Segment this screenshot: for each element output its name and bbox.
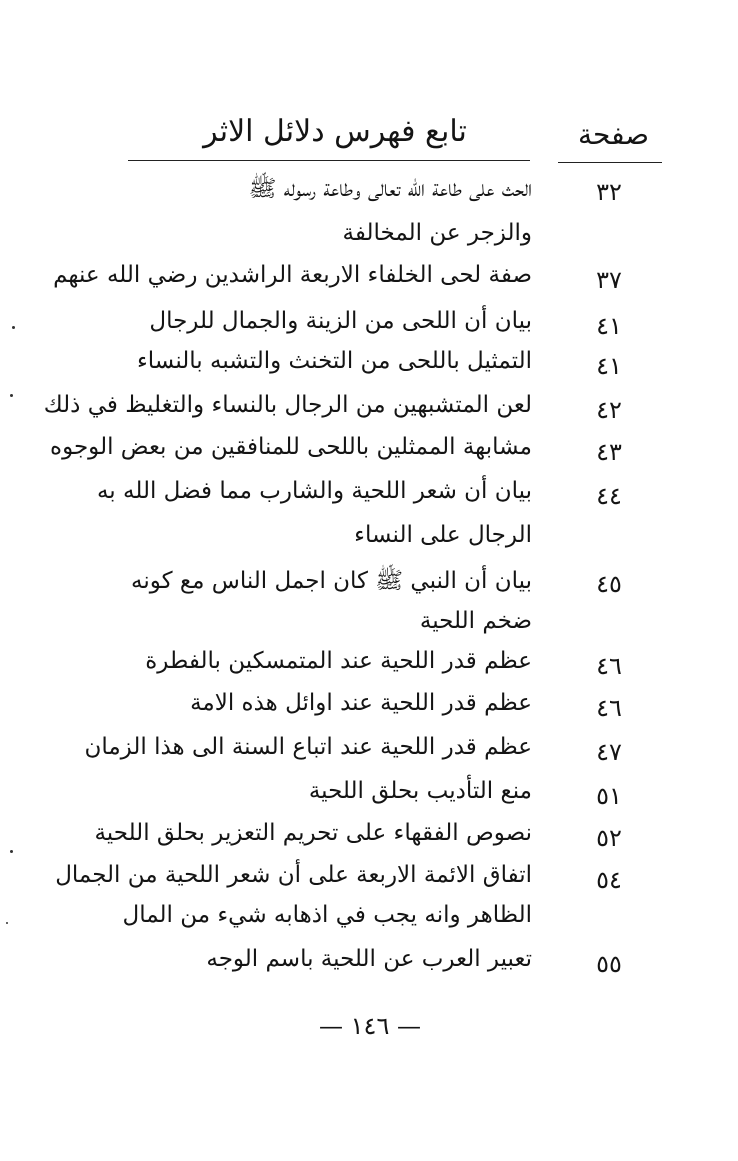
toc-entry-text: صفة لحى الخلفاء الاربعة الراشدين رضي الله عنهم [53, 262, 532, 288]
toc-page-number: ٤١ [596, 352, 622, 380]
scan-speck [10, 850, 13, 853]
toc-page-number: ٥١ [596, 782, 622, 810]
toc-entry-text: التمثيل باللحى من التخنث والتشبه بالنساء [136, 348, 532, 374]
toc-entry-text: بيان أن شعر اللحية والشارب مما فضل الله به [96, 478, 532, 504]
toc-entry-text: منع التأديب بحلق اللحية [308, 778, 532, 804]
scan-speck [10, 394, 13, 397]
toc-page-number: ٤٢ [596, 396, 622, 424]
page-header [0, 108, 738, 158]
toc-entry-text: لعن المتشبهين من الرجال بالنساء والتغليظ في ذلك [43, 392, 532, 418]
page-column-label: صفحة [578, 118, 650, 151]
toc-entry-text-continued: والزجر عن المخالفة [342, 220, 532, 246]
toc-page-number: ٣٧ [596, 266, 622, 294]
toc-page-number: ٤٣ [596, 438, 622, 466]
scan-speck [12, 326, 15, 329]
toc-page-number: ٥٢ [596, 824, 622, 852]
toc-page-number: ٤٤ [596, 482, 622, 510]
toc-page-number: ٤١ [596, 312, 622, 340]
toc-entry-text: الحث على طاعة الله تعالى وطاعة رسوله ﷺ [248, 176, 532, 202]
toc-entry-text-continued: ضخم اللحية [419, 608, 532, 634]
toc-page-number: ٣٢ [596, 178, 622, 206]
toc-page-number: ٤٧ [596, 738, 622, 766]
toc-entry-text: عظم قدر اللحية عند اتباع السنة الى هذا الزمان [84, 734, 532, 760]
toc-entry-text: نصوص الفقهاء على تحريم التعزير بحلق اللحية [94, 820, 532, 846]
toc-entry-text: عظم قدر اللحية عند المتمسكين بالفطرة [145, 648, 532, 674]
column-underline [558, 162, 662, 163]
toc-page-number: ٥٤ [596, 866, 622, 894]
toc-page-number: ٤٥ [596, 570, 622, 598]
scan-speck [6, 922, 8, 924]
toc-entry-text: بيان أن اللحى من الزينة والجمال للرجال [149, 308, 532, 334]
toc-page-number: ٥٥ [596, 950, 622, 978]
toc-entry-text: اتفاق الائمة الاربعة على أن شعر اللحية من الجمال [55, 862, 532, 888]
toc-page-number: ٤٦ [596, 652, 622, 680]
toc-entry-text-continued: الظاهر وانه يجب في اذهابه شيء من المال [122, 902, 532, 928]
title-underline [128, 160, 530, 161]
toc-entry-text: بيان أن النبي ﷺ كان اجمل الناس مع كونه [131, 568, 532, 594]
toc-entry-text: عظم قدر اللحية عند اوائل هذه الامة [190, 690, 532, 716]
toc-page-number: ٤٦ [596, 694, 622, 722]
page-title: تابع فهرس دلائل الاثر [203, 114, 467, 149]
page-number-footer: — ١٤٦ — [319, 1012, 421, 1040]
toc-entry-text: مشابهة الممثلين باللحى للمنافقين من بعض الوجوه [50, 434, 532, 460]
toc-entry-text: تعبير العرب عن اللحية باسم الوجه [206, 946, 532, 972]
toc-entry-text-continued: الرجال على النساء [354, 522, 532, 548]
